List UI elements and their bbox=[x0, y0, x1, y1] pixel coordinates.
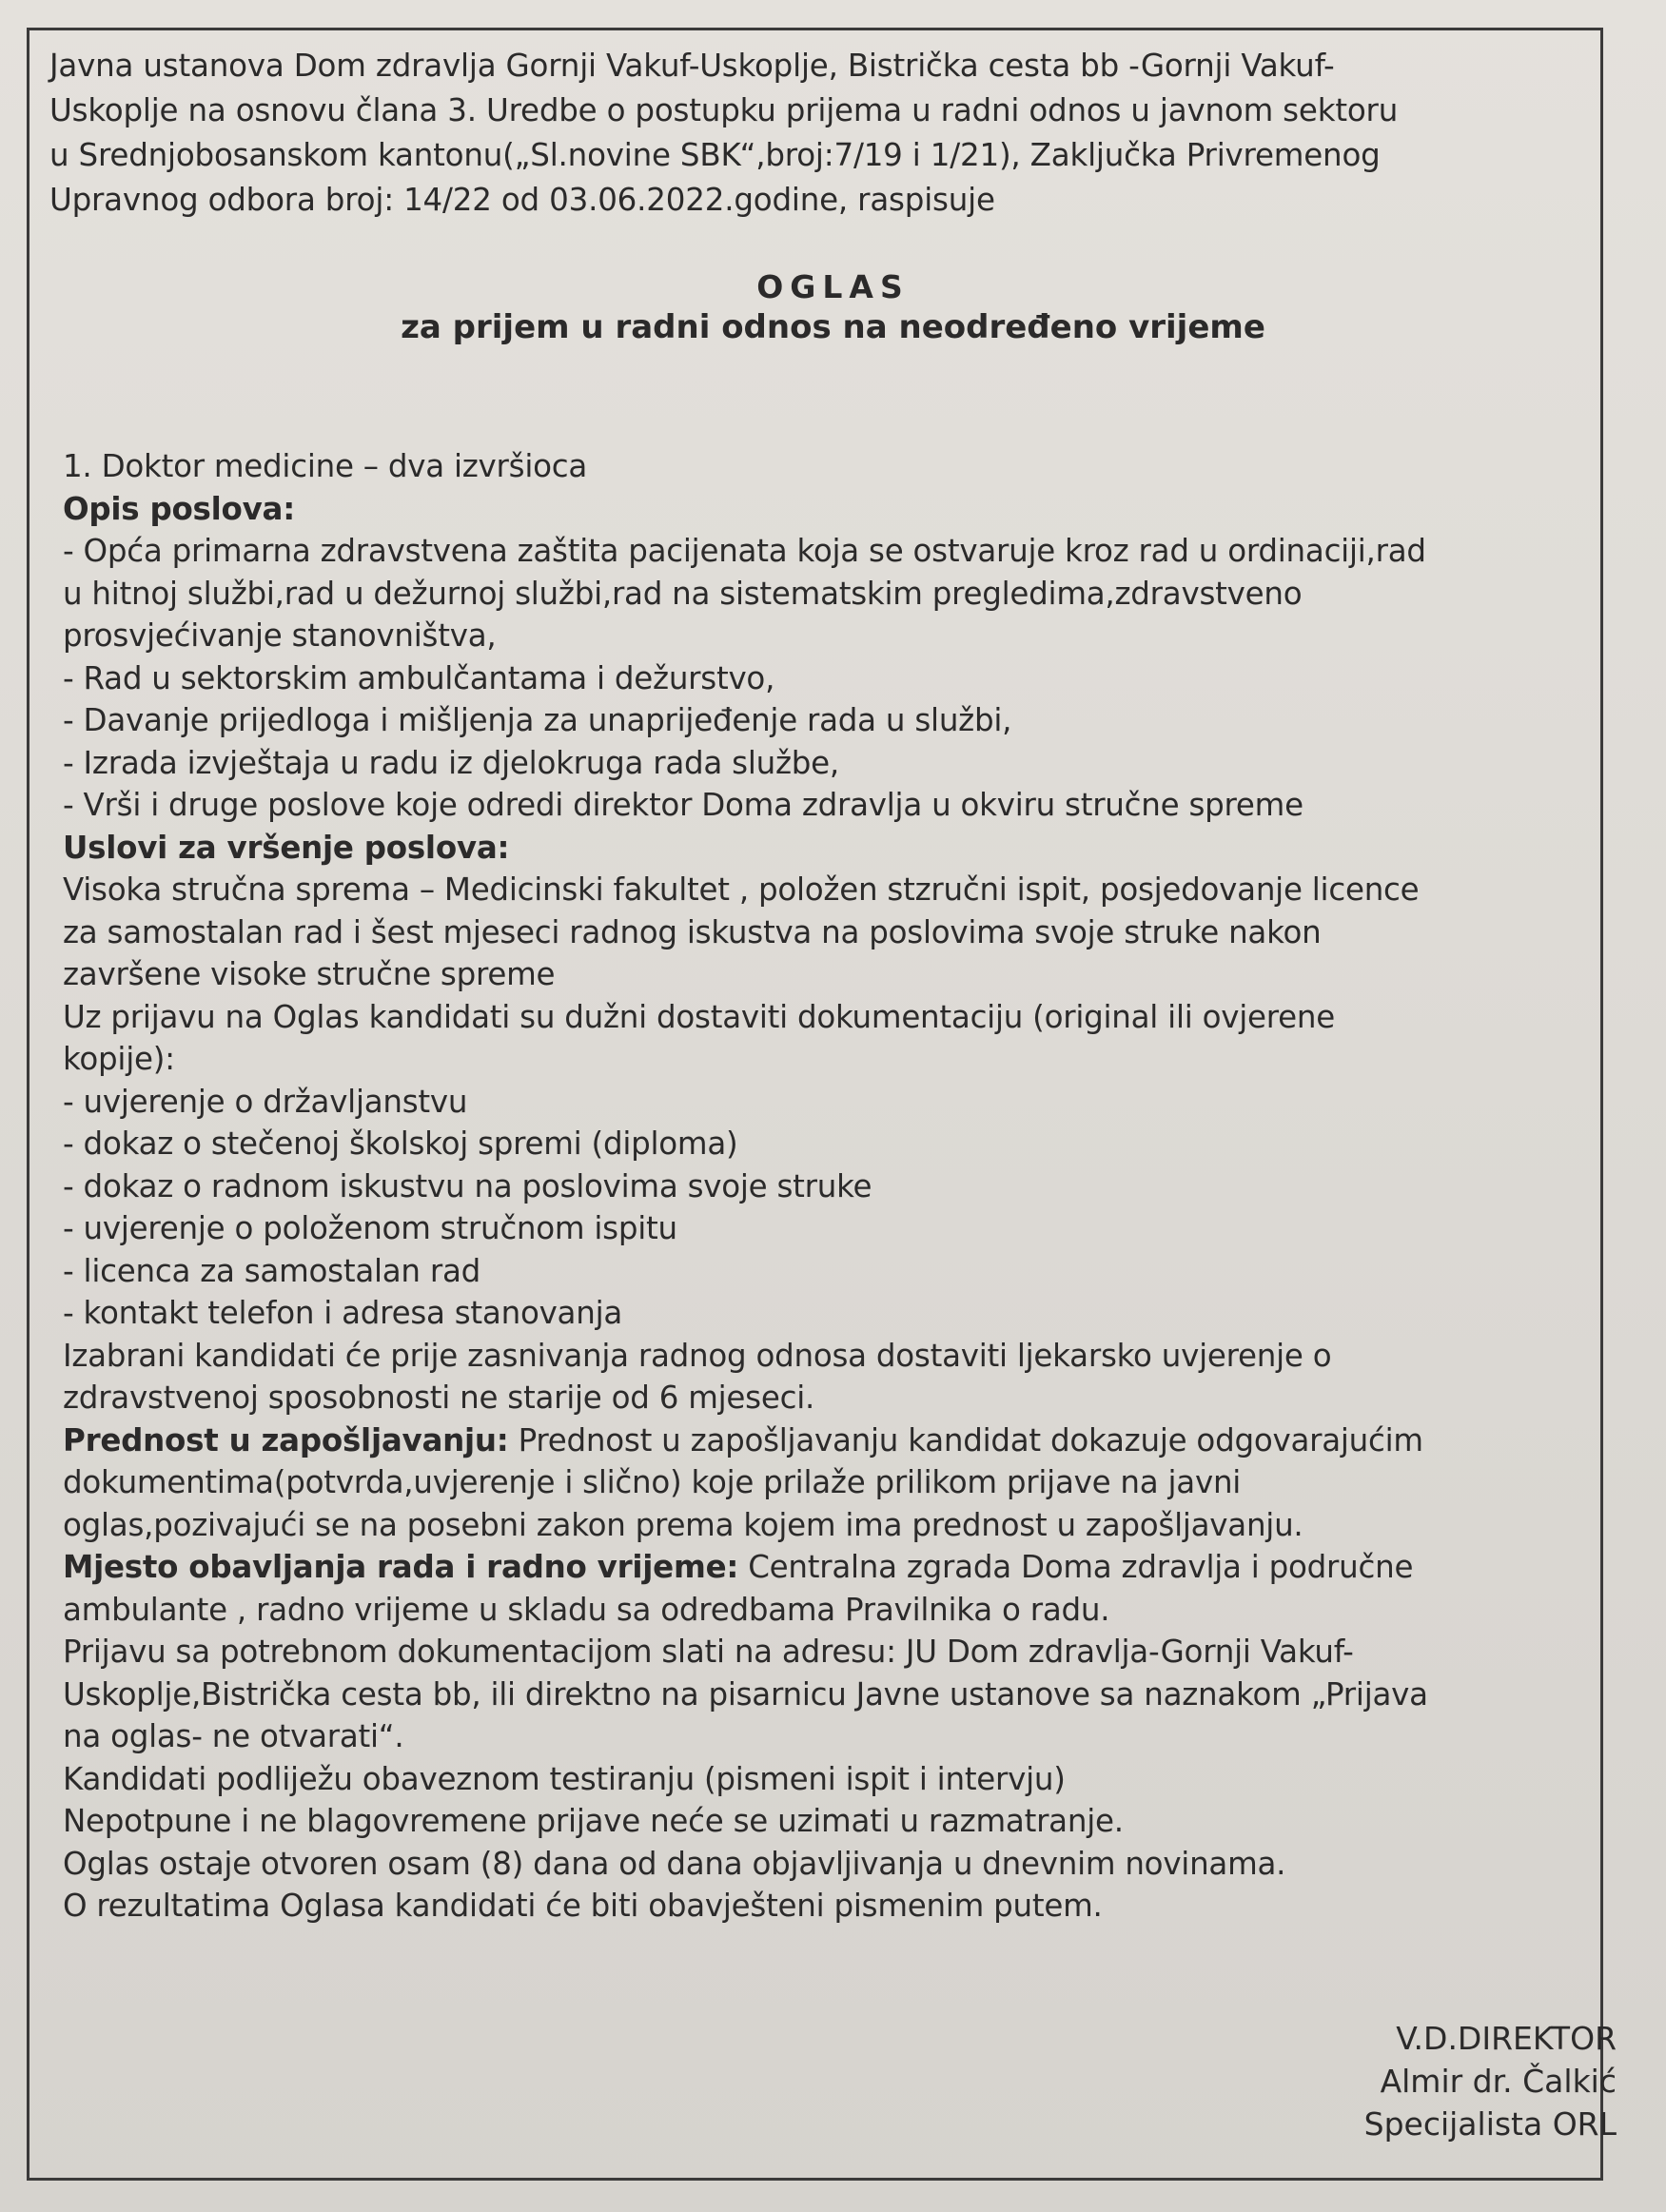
opis-line: u hitnoj službi,rad u dežurnoj službi,rad na sistematskim pregledima,zdravstveno bbox=[63, 575, 1303, 612]
position-line: 1. Doktor medicine – dva izvršioca bbox=[63, 448, 588, 484]
closing-line: na oglas- ne otvarati“. bbox=[63, 1718, 404, 1754]
intro-line: Uskoplje na osnovu člana 3. Uredbe o postupku prijema u radni odnos u javnom sektoru bbox=[49, 92, 1399, 128]
mjesto-line: ambulante , radno vrijeme u skladu sa odredbama Pravilnika o radu. bbox=[63, 1591, 1110, 1628]
uslovi-line: - licenca za samostalan rad bbox=[63, 1252, 481, 1289]
mjesto-text: Centralna zgrada Doma zdravlja i područne bbox=[738, 1549, 1414, 1585]
intro-paragraph bbox=[49, 44, 1572, 223]
uslovi-line: - dokaz o radnom iskustvu na poslovima svoje struke bbox=[63, 1167, 872, 1204]
prednost-line: dokumentima(potvrda,uvjerenje i slično) koje prilaže prilikom prijave na javni bbox=[63, 1464, 1242, 1500]
signature-role: V.D.DIREKTOR bbox=[1396, 2020, 1617, 2057]
uslovi-line: završene visoke stručne spreme bbox=[63, 956, 556, 992]
prednost-heading: Prednost u zapošljavanju: bbox=[63, 1421, 509, 1458]
closing-line: Uskoplje,Bistrička cesta bb, ili direktno na pisarnicu Javne ustanove sa naznakom „Prijava bbox=[63, 1675, 1428, 1713]
uslovi-heading: Uslovi za vršenje poslova: bbox=[63, 829, 510, 866]
uslovi-line: Visoka stručna sprema – Medicinski fakultet , položen stzručni ispit, posjedovanje licence bbox=[63, 871, 1420, 908]
uslovi-line: - dokaz o stečenoj školskoj spremi (diploma) bbox=[63, 1126, 738, 1162]
uslovi-line: Uz prijavu na Oglas kandidati su dužni dostaviti dokumentaciju (original ili ovjerene bbox=[63, 998, 1335, 1035]
uslovi-line: Izabrani kandidati će prije zasnivanja radnog odnosa dostaviti ljekarsko uvjerenje o bbox=[63, 1337, 1332, 1374]
opis-line: - Rad u sektorskim ambulčantama i dežurstvo, bbox=[63, 659, 775, 696]
signature-name: Almir dr. Čalkić bbox=[1380, 2063, 1617, 2100]
signature-title: Specijalista ORL bbox=[1363, 2105, 1617, 2143]
closing-line: Nepotpune i ne blagovremene prijave neće se uzimati u razmatranje. bbox=[63, 1803, 1124, 1839]
opis-line: - Opća primarna zdravstvena zaštita pacijenata koja se ostvaruje kroz rad u ordinaciji,rad bbox=[63, 533, 1426, 569]
closing-line: Oglas ostaje otvoren osam (8) dana od dana objavljivanja u dnevnim novinama. bbox=[63, 1845, 1286, 1882]
intro-line: Javna ustanova Dom zdravlja Gornji Vakuf-Uskoplje, Bistrička cesta bb -Gornji Vakuf- bbox=[49, 48, 1335, 84]
opis-line: - Izrada izvještaja u radu iz djelokruga rada službe, bbox=[63, 744, 839, 781]
uslovi-line: kopije): bbox=[63, 1041, 175, 1077]
mjesto-first-line bbox=[63, 1546, 1604, 1589]
uslovi-line: zdravstvenoj sposobnosti ne starije od 6 mjeseci. bbox=[63, 1380, 815, 1416]
prednost-line: oglas,pozivajući se na posebni zakon prema kojem ima prednost u zapošljavanju. bbox=[63, 1506, 1303, 1543]
announcement-title: OGLAS bbox=[756, 268, 910, 305]
intro-line: Upravnog odbora broj: 14/22 od 03.06.2022.godine, raspisuje bbox=[49, 182, 995, 218]
opis-heading: Opis poslova: bbox=[63, 490, 295, 527]
mjesto-heading: Mjesto obavljanja rada i radno vrijeme: bbox=[63, 1549, 739, 1585]
closing-line: Prijavu sa potrebnom dokumentacijom slati na adresu: JU Dom zdravlja-Gornji Vakuf- bbox=[63, 1634, 1354, 1670]
uslovi-line: - uvjerenje o položenom stručnom ispitu bbox=[63, 1210, 677, 1246]
opis-line: prosvjećivanje stanovništva, bbox=[63, 617, 497, 654]
opis-line: - Vrši i druge poslove koje odredi direktor Doma zdravlja u okviru stručne spreme bbox=[63, 787, 1303, 823]
uslovi-line: za samostalan rad i šest mjeseci radnog iskustva na poslovima svoje struke nakon bbox=[63, 913, 1322, 950]
uslovi-line: - kontakt telefon i adresa stanovanja bbox=[63, 1295, 623, 1331]
announcement-subtitle: za prijem u radni odnos na neodređeno vrijeme bbox=[401, 308, 1265, 346]
opis-line: - Davanje prijedloga i mišljenja za unaprijeđenje rada u službi, bbox=[63, 702, 1012, 738]
announcement-body bbox=[63, 445, 1604, 1928]
prednost-text: Prednost u zapošljavanju kandidat dokazuje odgovarajućim bbox=[508, 1421, 1423, 1458]
prednost-first-line bbox=[63, 1419, 1604, 1462]
closing-line: O rezultatima Oglasa kandidati će biti obavješteni pismenim putem. bbox=[63, 1888, 1103, 1924]
uslovi-line: - uvjerenje o državljanstvu bbox=[63, 1083, 468, 1120]
intro-line: u Srednjobosanskom kantonu(„Sl.novine SBK“,broj:7/19 i 1/21), Zaključka Privremenog bbox=[49, 137, 1381, 173]
signature-block bbox=[1364, 2017, 1617, 2145]
closing-line: Kandidati podliježu obaveznom testiranju (pismeni ispit i intervju) bbox=[63, 1760, 1066, 1797]
